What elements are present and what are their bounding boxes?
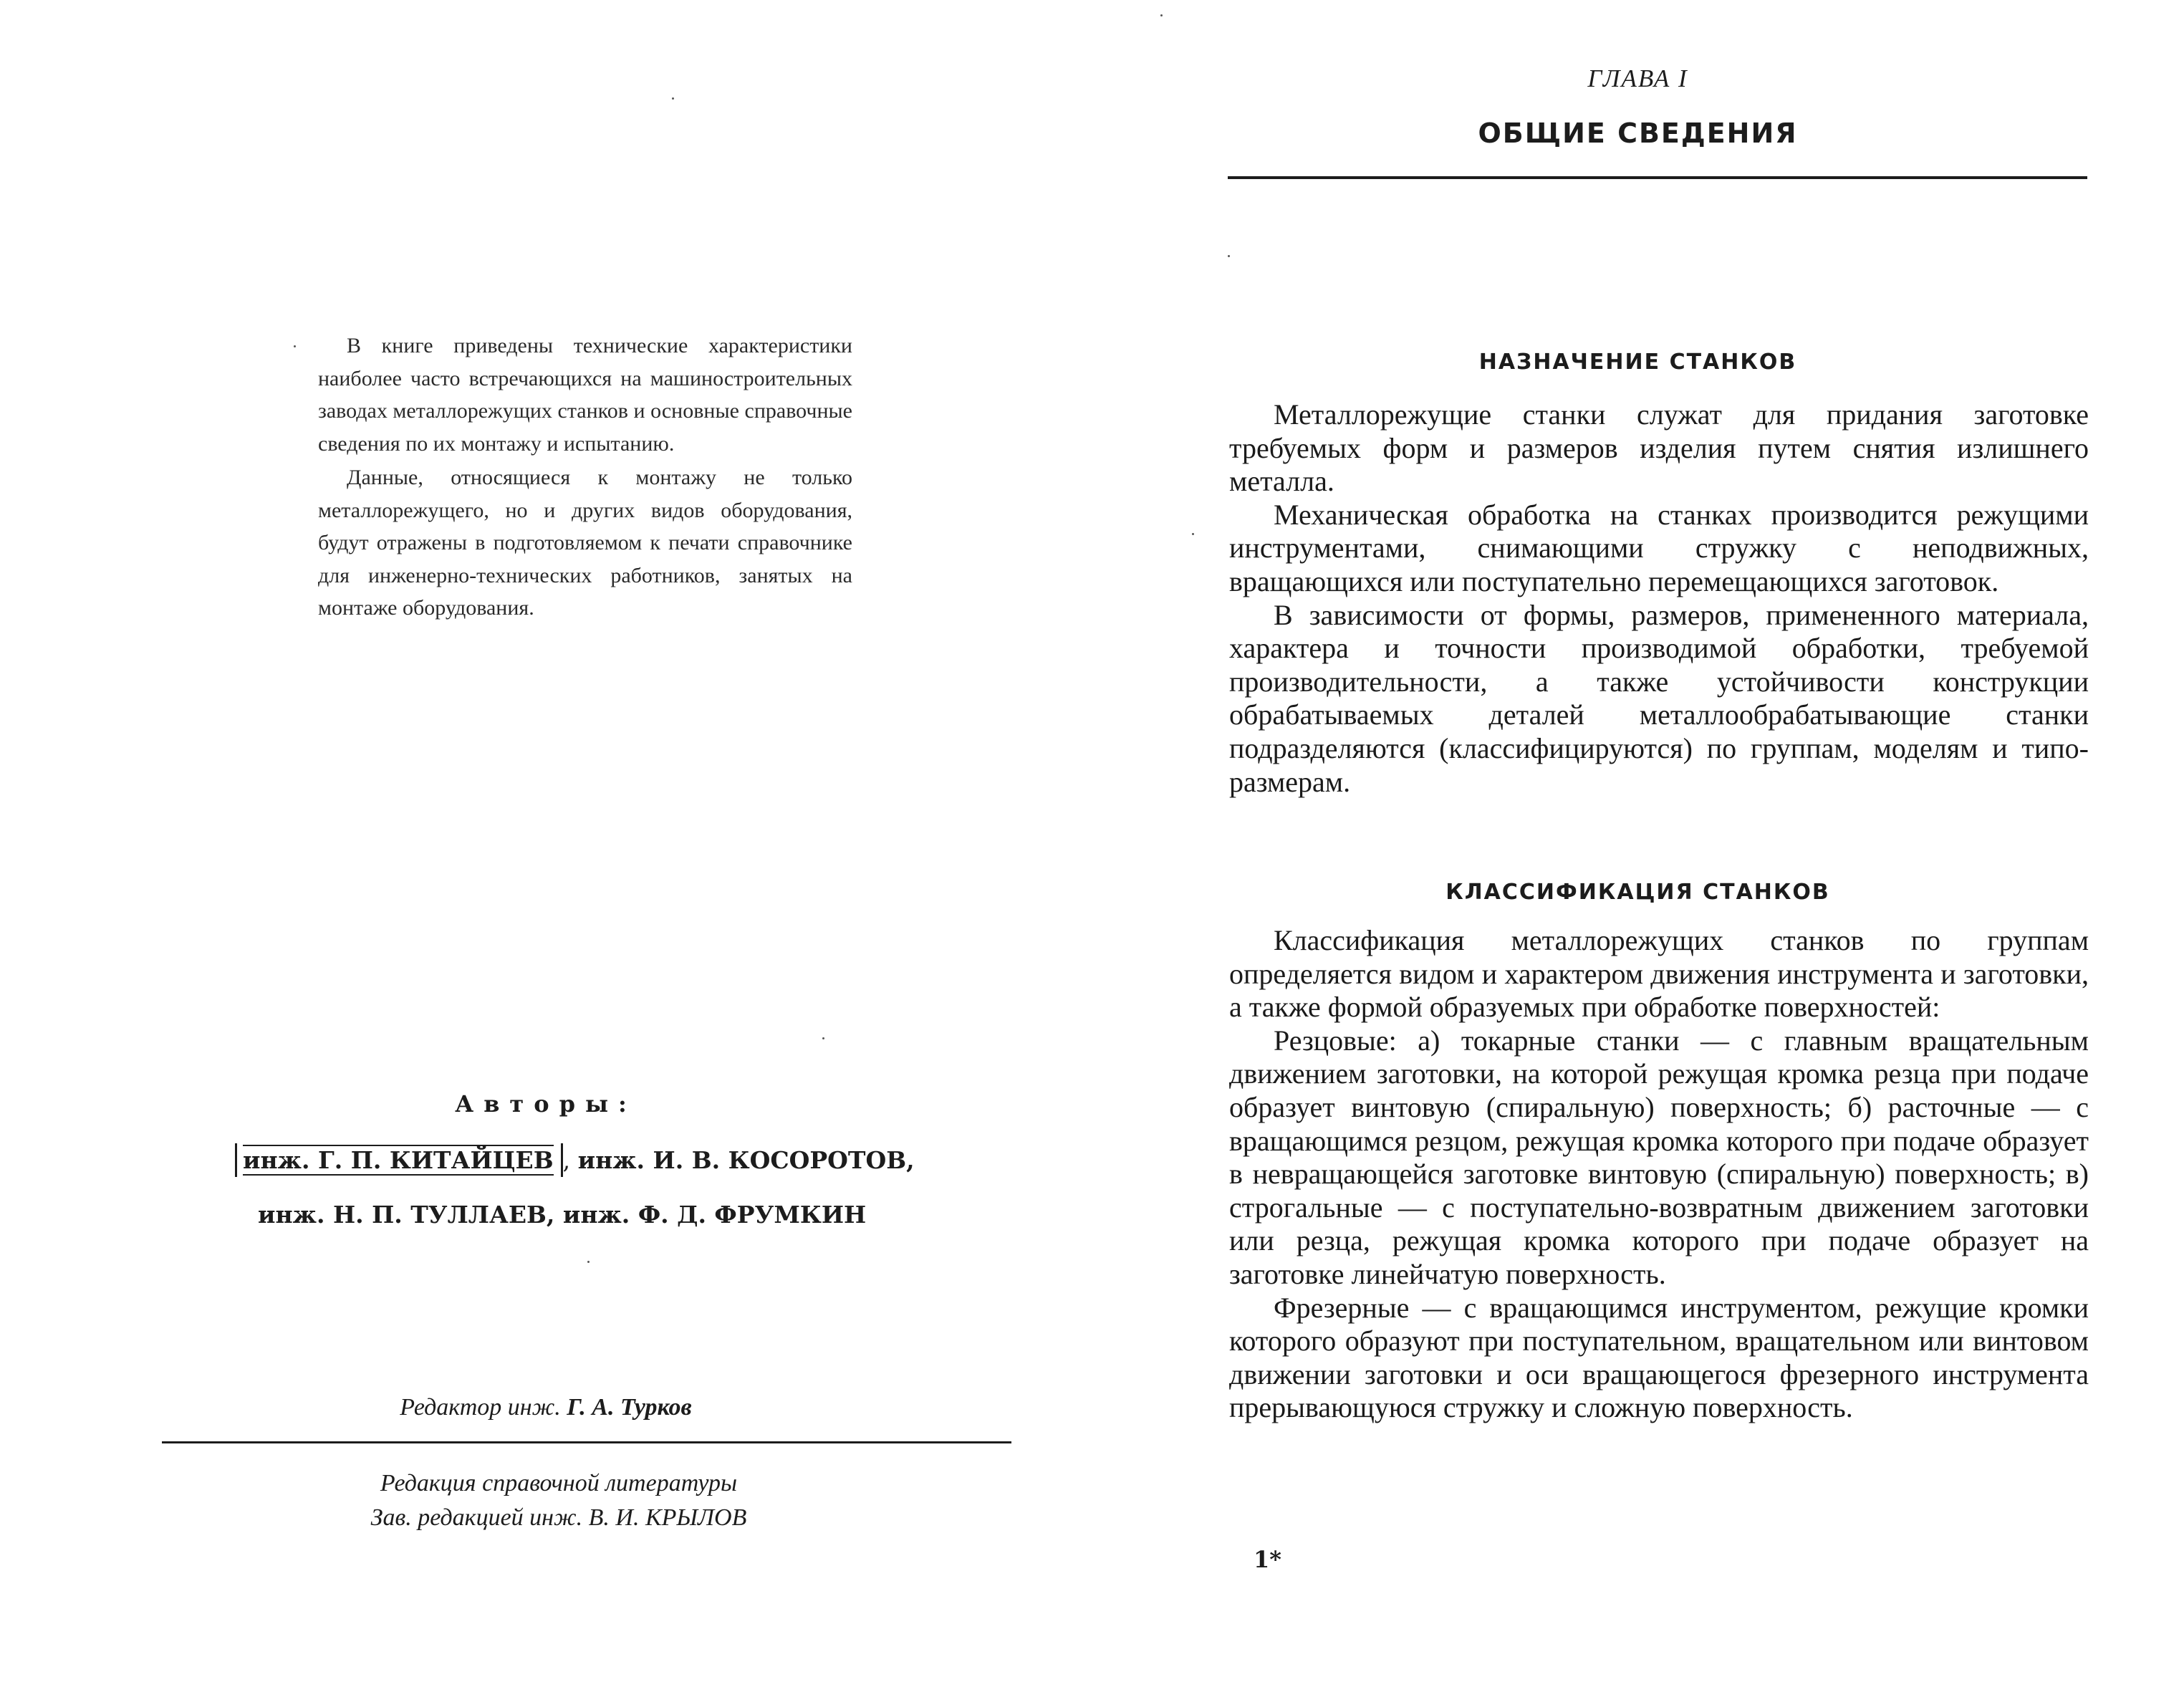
imprint-divider [162, 1441, 1011, 1443]
editor-prefix: Редактор инж. [400, 1394, 561, 1421]
annotation-paragraph-1: В книге приведены технические характеристики наиболее часто встречающихся на машиностроительных заводах металлорежущих станков и основные справочные сведения по их монтажу и испытанию. [318, 334, 852, 456]
right-page [1092, 0, 2184, 1682]
paragraph: В зависимости от формы, размеров, примененного материала, характера и точности производимой обработки, требуемой производительности, а также устойчивости конструкции обрабатываемых деталей металлообрабатывающие станки подразделяются (классифицируются) по группам, моделям и типо-размерам. [1229, 598, 2089, 798]
section-body-classification [1229, 924, 2089, 1425]
author-3-name: Н. П. ТУЛЛАЕВ [332, 1201, 547, 1229]
annotation-paragraph-2: Данные, относящиеся к монтажу не только металлорежущего, но и других видов оборудования, будут отражены в подготовляемом к печати справочнике для инженерно-технических работников, занятых на монтаже оборудования. [318, 466, 852, 620]
chapter-title: ОБЩИЕ СВЕДЕНИЯ [1478, 117, 1798, 149]
print-speck [294, 345, 296, 347]
author-3-title: инж. [258, 1201, 325, 1229]
imprint-line-2: Зав. редакцией инж. В. И. КРЫЛОВ [370, 1504, 747, 1531]
print-speck [587, 1261, 590, 1263]
annotation-block [318, 330, 852, 626]
print-speck [672, 97, 674, 100]
author-1 [243, 1145, 554, 1176]
print-speck [1192, 533, 1194, 535]
deceased-author-box [235, 1143, 563, 1177]
imprint-line-1: Редакция справочной литературы [380, 1470, 738, 1496]
paragraph: Металлорежущие станки служат для придания заготовке требуемых форм и размеров изделия путем снятия излишнего металла. [1229, 398, 2089, 498]
author-4-name: Ф. Д. ФРУМКИН [638, 1201, 867, 1229]
chapter-label: ГЛАВА I [1587, 64, 1688, 92]
paragraph: Классификация металлорежущих станков по группам определяется видом и характером движения инструмента и заготовки, а также формой образуемых при обработке поверхностей: [1229, 924, 2089, 1024]
author-1-title: инж. [243, 1146, 310, 1174]
print-speck [1228, 255, 1230, 257]
authors-heading: Авторы: [455, 1090, 637, 1118]
author-2-title: инж. [577, 1146, 645, 1174]
editor-name: Г. А. Турков [567, 1394, 692, 1421]
section-heading-purpose: НАЗНАЧЕНИЕ СТАНКОВ [1478, 350, 1797, 375]
author-2-name: И. В. КОСОРОТОВ [653, 1146, 907, 1174]
signature-mark: 1* [1254, 1546, 1281, 1573]
print-speck [1160, 14, 1163, 16]
paragraph: Фрезерные — с вращающимся инструментом, режущие кромки которого образуют при поступательном, вращательном или винтовом движении заготовки и оси вращающегося фрезерного инструмента прерывающуюся стружку и сложную поверхность. [1229, 1291, 2089, 1424]
section-body-purpose [1229, 398, 2089, 799]
chapter-divider [1228, 176, 2087, 179]
section-heading-classification: КЛАССИФИКАЦИЯ СТАНКОВ [1445, 880, 1830, 905]
author-1-name: Г. П. КИТАЙЦЕВ [317, 1146, 554, 1174]
author-4-title: инж. [562, 1201, 630, 1229]
paragraph: Механическая обработка на станках производится режущими инструментами, снимающими стружку с неподвижных, вращающихся или поступательно перемещающихся заготовок. [1229, 498, 2089, 597]
print-speck [822, 1037, 824, 1039]
paragraph: Резцовые: а) токарные станки — с главным вращательным движением заготовки, на которой режущая кромка резца при подаче образует винтовую (спиральную) поверхность; б) расточные — с вращающимся резцом, режущая кромка которого при подаче образует в невращающейся заготовке винтовую (спиральную) поверхность; в) строгальные — с поступательно-возвратным движением заготовки или резца, режущая кромка которого при подаче образует на заготовке линейчатую поверхность. [1229, 1024, 2089, 1290]
authors-line-2: инж. Н. П. ТУЛЛАЕВ, инж. Ф. Д. ФРУМКИН [258, 1201, 867, 1229]
authors-line-1: инж. Г. П. КИТАЙЦЕВ , инж. И. В. КОСОРОТОВ, [235, 1143, 915, 1177]
editor-line [0, 1394, 1092, 1421]
